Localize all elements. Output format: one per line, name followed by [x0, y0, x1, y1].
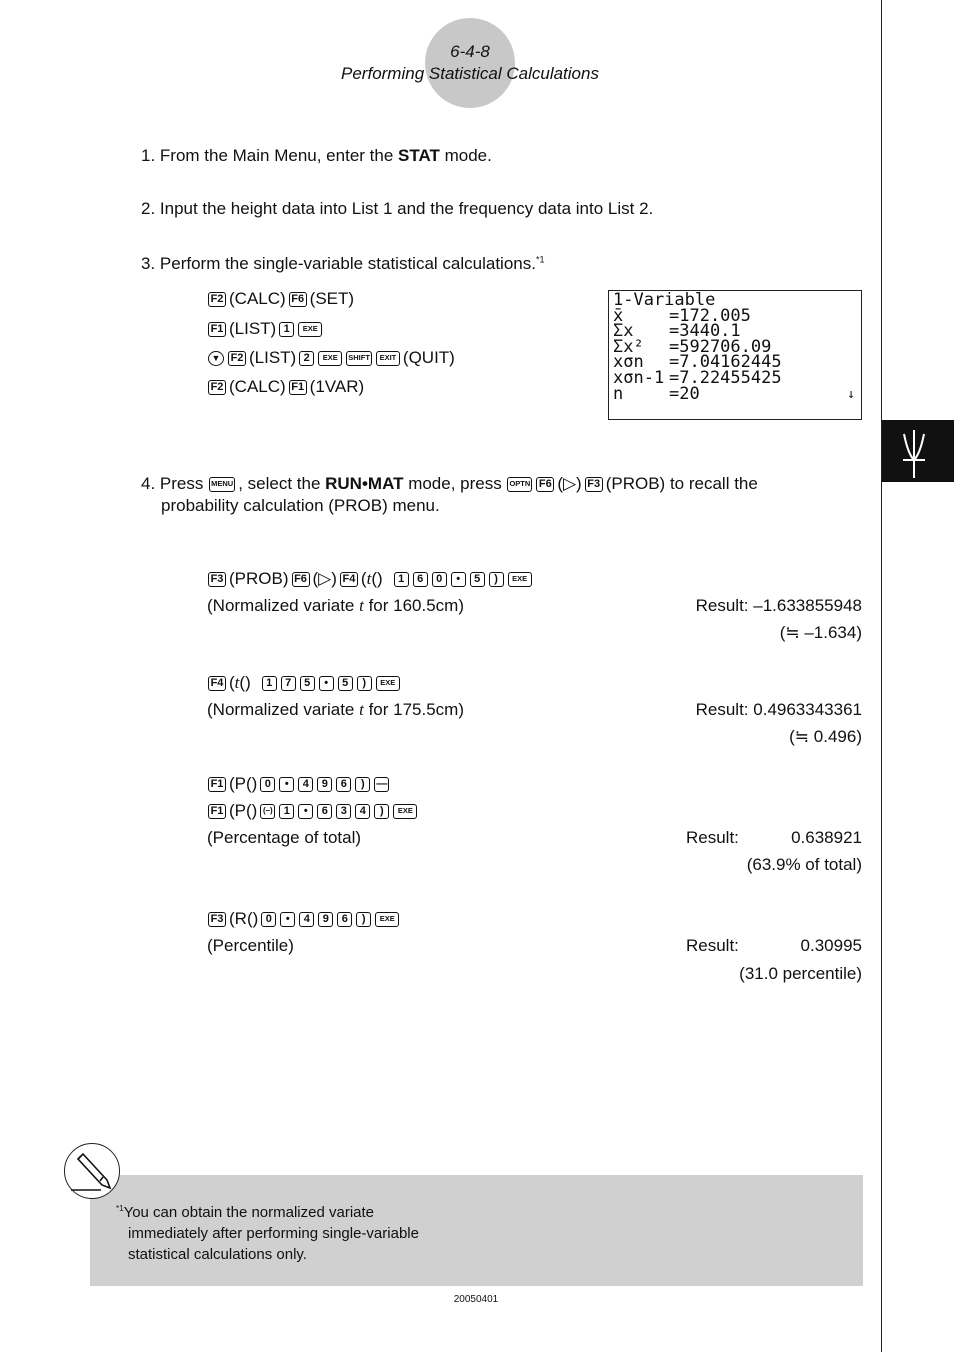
memo-line-2: immediately after performing single-variable — [128, 1225, 419, 1242]
dot-key: • — [319, 676, 334, 691]
approx-175: (≒ 0.496) — [789, 727, 862, 746]
digit-6-key: 6 — [336, 777, 351, 792]
approx-percentage: (63.9% of total) — [746, 855, 862, 874]
desc-175 — [207, 700, 464, 720]
t-close: () — [371, 569, 383, 588]
step-4-text-mid2: mode, press — [403, 474, 507, 493]
f6-key: F6 — [292, 572, 310, 587]
p-label: (P() — [229, 774, 258, 793]
sdn-label: xσn — [613, 352, 644, 373]
desc-text: (Normalized variate — [207, 700, 360, 719]
calc-label: (CALC) — [229, 289, 286, 308]
sum-value: =3440.1 — [669, 321, 741, 342]
digit-9-key: 9 — [317, 777, 332, 792]
f3-key: F3 — [585, 477, 603, 492]
exe-key: EXE — [508, 572, 532, 587]
t-close: () — [239, 673, 251, 692]
rparen-key: ) — [489, 572, 504, 587]
approx-percentile: (31.0 percentile) — [739, 964, 862, 983]
digit-2-key: 2 — [299, 351, 314, 366]
desc-text: (Normalized variate — [207, 596, 360, 615]
scroll-down-icon: ↓ — [847, 386, 855, 402]
f1-key: F1 — [208, 804, 226, 819]
memo-line-1-text: You can obtain the normalized variate — [123, 1204, 375, 1221]
sumsq-label: Σx² — [613, 336, 644, 357]
t-open: ( — [360, 569, 367, 588]
step-4-line2: probability calculation (PROB) menu. — [161, 496, 440, 515]
screen-title: 1-Variable — [613, 290, 716, 310]
minus-key: — — [376, 777, 388, 790]
shift-key: SHIFT — [346, 351, 372, 366]
dot-key: • — [279, 777, 294, 792]
f6-key: F6 — [536, 477, 554, 492]
dot-key: • — [298, 804, 313, 819]
mean-label: x̄ — [613, 305, 624, 326]
f3-key: F3 — [208, 912, 226, 927]
digit-4-key: 4 — [355, 804, 370, 819]
digit-5-key: 5 — [300, 676, 315, 691]
exe-key: EXE — [376, 676, 400, 691]
page-title: Performing Statistical Calculations — [341, 64, 599, 83]
f2-key: F2 — [228, 351, 246, 366]
digit-1-key: 1 — [394, 572, 409, 587]
digit-4-key: 4 — [299, 912, 314, 927]
memo-footnote-mark: *1 — [116, 1204, 124, 1213]
1var-label: (1VAR) — [309, 377, 365, 396]
exe-key: EXE — [298, 322, 322, 337]
keyseq-list1 — [207, 319, 325, 339]
dot-key: • — [280, 912, 295, 927]
set-label: (SET) — [309, 289, 355, 308]
f3-key: F3 — [208, 572, 226, 587]
prob-label: (PROB) — [229, 569, 289, 588]
digit-6-key: 6 — [337, 912, 352, 927]
digit-6-key: 6 — [413, 572, 428, 587]
f4-key: F4 — [340, 572, 358, 587]
result-percentile — [686, 936, 862, 956]
header-circle — [425, 18, 515, 108]
rparen-key: ) — [355, 777, 370, 792]
r-label: (R() — [229, 909, 259, 928]
next-label: (▷) — [557, 474, 582, 493]
t-var: t — [366, 569, 372, 588]
digit-1-key: 1 — [279, 322, 294, 337]
exit-key: EXIT — [376, 351, 400, 366]
result-label: Result: — [695, 700, 754, 719]
p-label: (P() — [229, 801, 258, 820]
step-2: 2. Input the height data into List 1 and the frequency data into List 2. — [141, 199, 654, 218]
f4-key: F4 — [208, 676, 226, 691]
digit-4-key: 4 — [298, 777, 313, 792]
digit-5-key: 5 — [338, 676, 353, 691]
desc-160 — [207, 596, 464, 616]
calc-label: (CALC) — [229, 377, 286, 396]
digit-3-key: 3 — [336, 804, 351, 819]
t-var: t — [234, 673, 240, 692]
f2-key: F2 — [208, 380, 226, 395]
result-label: Result: — [686, 936, 739, 955]
step-4-text: 4. Press — [141, 474, 209, 493]
digit-0-key: 0 — [432, 572, 447, 587]
step-4-text-mid: , select the — [238, 474, 326, 493]
memo-text — [116, 1198, 419, 1265]
f1-key: F1 — [208, 777, 226, 792]
digit-0-key: 0 — [260, 777, 275, 792]
exe-key: EXE — [318, 351, 342, 366]
digit-9-key: 9 — [318, 912, 333, 927]
digit-1-key: 1 — [262, 676, 277, 691]
digit-6-key: 6 — [317, 804, 332, 819]
stat-mode-label: STAT — [398, 146, 440, 165]
memo-line-1 — [116, 1198, 419, 1223]
result-value: 0.638921 — [791, 828, 862, 847]
sumsq-value: =592706.09 — [669, 336, 772, 357]
screen-row-sdn1 — [613, 367, 857, 388]
step-1 — [141, 146, 492, 166]
optn-key: OPTN — [507, 477, 532, 492]
exe-key: EXE — [375, 912, 399, 927]
keyseq-t-175 — [207, 673, 403, 693]
sdn1-label: xσn-1 — [613, 367, 665, 388]
pencil-icon — [65, 1144, 119, 1198]
keyseq-r-0496 — [207, 909, 402, 929]
result-value: –1.633855948 — [753, 596, 862, 615]
t-var: t — [359, 596, 364, 615]
digit-1-key: 1 — [279, 804, 294, 819]
quit-label: (QUIT) — [402, 348, 455, 367]
f2-key: F2 — [208, 292, 226, 307]
n-value: =20 — [669, 383, 700, 404]
digit-0-key: 0 — [261, 912, 276, 927]
memo-pencil-icon — [64, 1143, 120, 1199]
keyseq-calc-set — [207, 289, 356, 309]
footnote-ref: *1 — [535, 254, 545, 265]
keyseq-p-neg1634 — [207, 801, 420, 821]
step-1-text: 1. From the Main Menu, enter the — [141, 146, 399, 165]
result-label: Result: — [686, 828, 739, 847]
chapter-tab — [882, 420, 954, 482]
keyseq-list2-quit — [207, 348, 457, 368]
t-open: ( — [229, 673, 235, 692]
cursor-down-key: ▼ — [208, 351, 224, 366]
approx-160: (≒ –1.634) — [779, 623, 862, 642]
result-value: 0.30995 — [800, 936, 862, 955]
desc-text-end: for 160.5cm) — [363, 596, 464, 615]
t-var: t — [359, 700, 364, 719]
list-label: (LIST) — [229, 319, 277, 338]
step-3-text: 3. Perform the single-variable statistical calculations. — [141, 254, 536, 273]
page-number: 6-4-8 — [450, 42, 490, 61]
page-edge-rule — [881, 0, 882, 1352]
result-value: 0.4963343361 — [753, 700, 862, 719]
negative-key: (–) — [260, 804, 275, 819]
memo-line-3: statistical calculations only. — [128, 1246, 307, 1263]
step-4-text-end: (PROB) to recall the — [605, 474, 758, 493]
step-1-text-end: mode. — [439, 146, 492, 165]
keyseq-p-0496 — [207, 774, 392, 794]
result-175 — [696, 700, 862, 720]
step-4 — [141, 474, 758, 494]
result-label: Result: — [695, 596, 754, 615]
next-label: (▷) — [312, 569, 337, 588]
f1-key: F1 — [208, 322, 226, 337]
step-3 — [141, 254, 544, 274]
mean-value: =172.005 — [669, 305, 751, 326]
digit-7-key: 7 — [281, 676, 296, 691]
desc-percentage: (Percentage of total) — [207, 828, 362, 847]
digit-5-key: 5 — [470, 572, 485, 587]
desc-percentile: (Percentile) — [207, 936, 294, 955]
sdn1-value: =7.22455425 — [669, 367, 782, 388]
list-label: (LIST) — [249, 348, 297, 367]
calculator-screen — [608, 290, 862, 420]
sum-label: Σx — [613, 321, 634, 342]
menu-key: MENU — [209, 477, 235, 492]
rparen-key: ) — [356, 912, 371, 927]
f6-key: F6 — [289, 292, 307, 307]
rparen-key: ) — [357, 676, 372, 691]
result-percentage — [686, 828, 862, 848]
keyseq-1var — [207, 377, 366, 397]
desc-text-end: for 175.5cm) — [363, 700, 464, 719]
keyseq-t-160 — [207, 569, 535, 589]
screen-row-n — [613, 383, 857, 404]
footer-code: 20050401 — [453, 1294, 499, 1305]
sdn-value: =7.04162445 — [669, 352, 782, 373]
f1-key: F1 — [289, 380, 307, 395]
exe-key: EXE — [393, 804, 417, 819]
runmat-mode-label: RUN•MAT — [325, 474, 404, 493]
result-160 — [696, 596, 862, 616]
n-label: n — [613, 383, 624, 404]
chapter-statistics-icon — [882, 420, 954, 482]
dot-key: • — [451, 572, 466, 587]
rparen-key: ) — [374, 804, 389, 819]
